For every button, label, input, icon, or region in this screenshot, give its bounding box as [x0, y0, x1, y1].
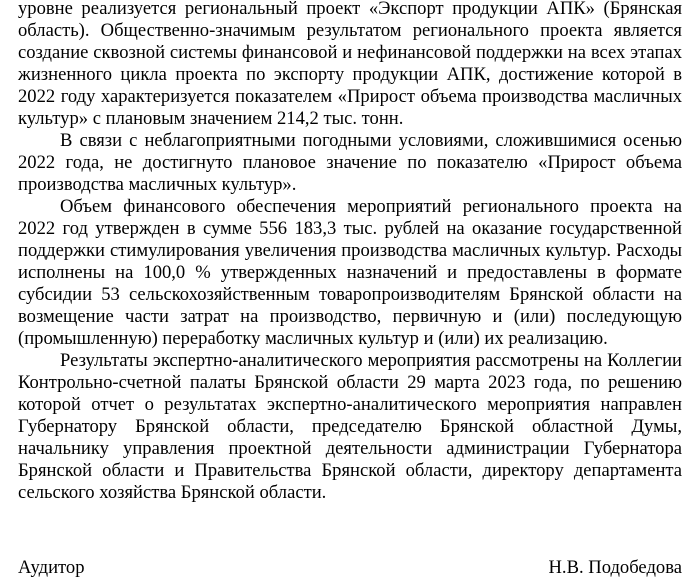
signature-block — [18, 557, 682, 581]
signature-role: Аудитор — [18, 557, 85, 578]
document-body — [18, 0, 682, 504]
paragraph-3: Объем финансового обеспечения мероприятий регионального проекта на 2022 год утвержден в сумме 556 183,3 тыс. рублей на оказание государственной поддержки стимулирования увеличения производства масличных культур. Расходы исполнены на 100,0 % утвержденных назначений и предоставлены в формате субсидии 53 сельскохозяйственным товаропроизводителям Брянской области на возмещение части затрат на производство, первичную и (или) последующую (промышленную) переработку масличных культур и (или) их реализацию. — [18, 196, 682, 349]
signature-name: Н.В. Подобедова — [548, 557, 682, 578]
paragraph-2: В связи с неблагоприятными погодными условиями, сложившимися осенью 2022 года, не достигнуто плановое значение по показателю «Прирост объема производства масличных культур». — [18, 130, 682, 195]
paragraph-1: уровне реализуется региональный проект «Экспорт продукции АПК» (Брянская область). Общественно-значимым результатом регионального проекта является создание сквозной системы финансовой и нефинансовой поддержки на всех этапах жизненного цикла проекта по экспорту продукции АПК, достижение которой в 2022 году характеризуется показателем «Прирост объема производства масличных культур» с плановым значением 214,2 тыс. тонн. — [18, 0, 682, 129]
paragraph-4: Результаты экспертно-аналитического мероприятия рассмотрены на Коллегии Контрольно-счетной палаты Брянской области 29 марта 2023 года, по решению которой отчет о результатах экспертно-аналитического мероприятия направлен Губернатору Брянской области, председателю Брянской областной Думы, начальнику управления проектной деятельности администрации Губернатора Брянской области и Правительства Брянской области, директору департамента сельского хозяйства Брянской области. — [18, 350, 682, 503]
